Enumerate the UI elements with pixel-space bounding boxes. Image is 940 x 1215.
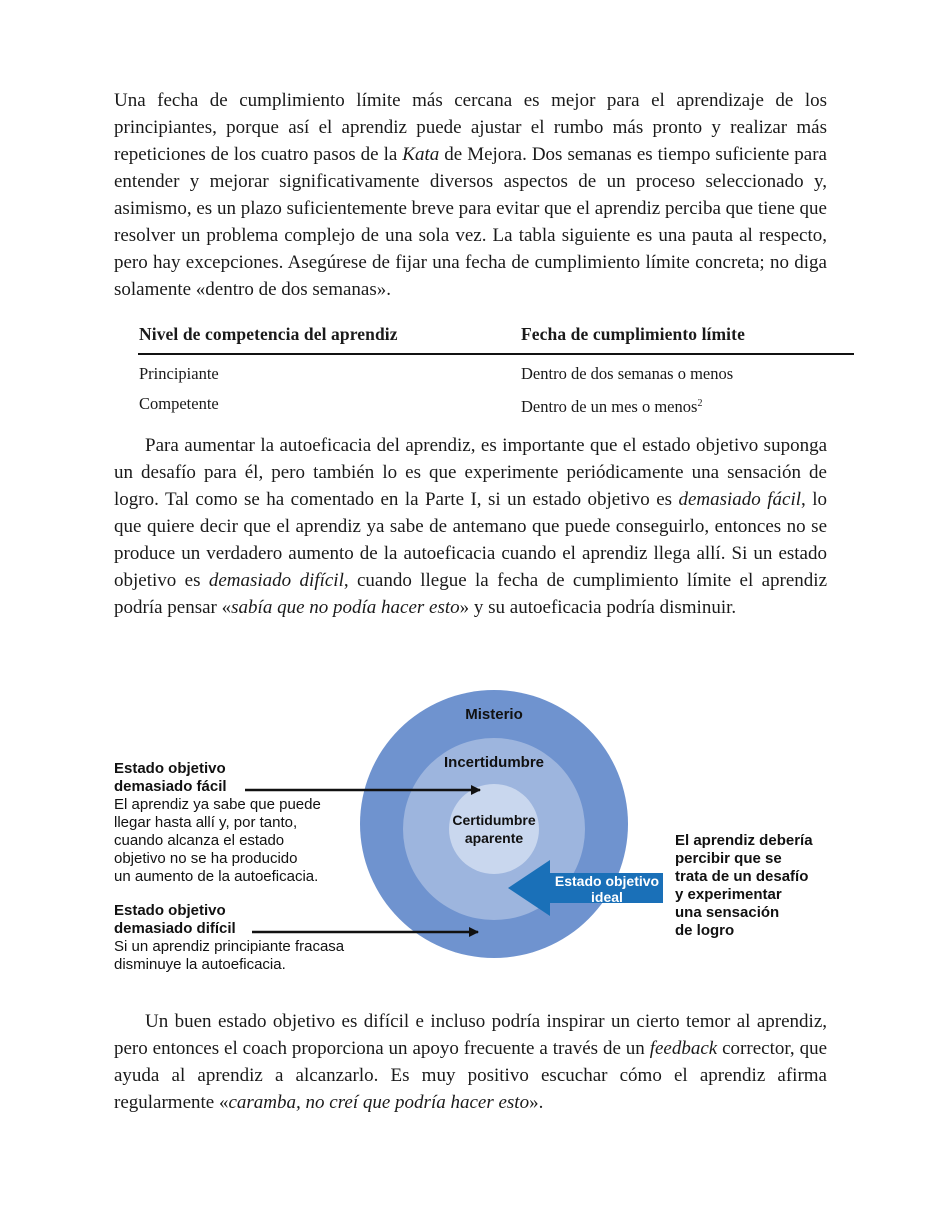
footnote-marker: 2 xyxy=(697,398,703,409)
text-run: Una fecha de cumplimiento límite más cercana es mejor para el aprendizaje de los principiantes, porque así el aprendiz puede ajustar el rumbo más pronto y realizar más repeticiones de los cuatro pasos de la xyxy=(114,90,827,165)
ideal-note-line: una sensación xyxy=(675,904,780,921)
text-run: , cuando llegue la fecha de cumplimiento límite el aprendiz podría pensar « xyxy=(114,570,827,618)
column-header-deadline: Fecha de cumplimiento límite xyxy=(521,324,745,344)
easy-body-line: llegar hasta allí y, por tanto, xyxy=(114,814,298,831)
text-run: , lo que quiere decir que el aprendiz ya sabe de antemano que puede conseguirlo, entonces no se produce un verdadero aumento de la autoeficacia cuando el aprendiz llega allí. Si un estado objetivo es xyxy=(114,489,827,591)
easy-title-line: Estado objetivo xyxy=(114,760,226,777)
ideal-note-line: de logro xyxy=(675,922,735,939)
table-header xyxy=(139,324,854,352)
hard-title-line: demasiado difícil xyxy=(114,920,236,937)
table-row xyxy=(139,393,733,423)
cell-level: Principiante xyxy=(139,364,219,383)
text-run-italic: demasiado difícil xyxy=(208,570,344,591)
ring-label-inner-line: Certidumbre xyxy=(452,812,536,828)
ring-label-inner-line: aparente xyxy=(464,830,524,846)
table-row xyxy=(139,363,733,393)
text-run: » y su autoeficacia podría disminuir. xyxy=(459,597,737,618)
text-run-italic: sabía que no podía hacer esto xyxy=(231,597,460,618)
text-run: Un buen estado objetivo es difícil e incluso podría inspirar un cierto temor al aprendiz, pero entonces el coach proporciona un apoyo frecuente a través de un xyxy=(114,1011,827,1059)
paragraph-good-target xyxy=(114,1008,827,1116)
cell-deadline xyxy=(521,393,702,423)
text-run: de Mejora. Dos semanas es tiempo suficiente para entender y mejorar significativamente diversos aspectos de un proceso seleccionado y, asimismo, es un plazo suficientemente breve para evitar que el aprendiz perciba que tiene que resolver un problema complejo de una sola vez. La tabla siguiente es una pauta al respecto, pero hay excepciones. Asegúrese de fijar una fecha de cumplimiento límite concreta; no diga solamente «dentro de dos semanas». xyxy=(114,144,827,300)
paragraph-deadline-intro xyxy=(114,87,827,303)
hard-title-line: Estado objetivo xyxy=(114,902,226,919)
ideal-note-line: El aprendiz debería xyxy=(675,832,813,849)
cell-deadline-text: Dentro de un mes o menos xyxy=(521,397,698,416)
hard-body-line: disminuye la autoeficacia. xyxy=(114,956,286,973)
deadline-table xyxy=(139,324,854,416)
text-run: Para aumentar la autoeficacia del aprendiz, es importante que el estado objetivo suponga un desafío para él, pero también lo es que experimente periódicamente una sensación de logro. Tal como se ha comentado en la Parte I, si un estado objetivo es xyxy=(114,435,827,510)
column-header-level: Nivel de competencia del aprendiz xyxy=(139,324,398,344)
text-run-italic: demasiado fácil xyxy=(678,489,802,510)
ideal-annotation xyxy=(675,832,813,940)
target-state-diagram xyxy=(0,690,940,990)
easy-body-line: un aumento de la autoeficacia. xyxy=(114,868,319,885)
easy-annotation xyxy=(114,760,321,886)
cell-deadline-text: Dentro de dos semanas o menos xyxy=(521,364,734,383)
table-rule xyxy=(138,353,854,355)
cell-level: Competente xyxy=(139,394,219,413)
easy-title xyxy=(114,760,321,778)
easy-body-line: cuando alcanza el estado xyxy=(114,832,285,849)
text-run-italic: Kata xyxy=(402,144,440,165)
easy-body-line: objetivo no se ha producido xyxy=(114,850,298,867)
ideal-arrow-label xyxy=(548,873,666,905)
cell-deadline xyxy=(521,363,733,393)
hard-title xyxy=(114,902,344,920)
paragraph-self-efficacy xyxy=(114,432,827,621)
easy-title-line: demasiado fácil xyxy=(114,778,227,795)
ideal-arrow-label-line: Estado objetivo xyxy=(554,873,660,889)
easy-body-line: El aprendiz ya sabe que puede xyxy=(114,796,321,813)
text-run-italic: caramba, no creí que podría hacer esto xyxy=(228,1092,530,1113)
ideal-note-line: y experimentar xyxy=(675,886,782,903)
ring-label-inner xyxy=(434,811,554,847)
table-body xyxy=(139,363,733,423)
ideal-arrow-label-line: ideal xyxy=(591,889,623,905)
hard-title xyxy=(114,920,344,938)
ring-label-middle: Incertidumbre xyxy=(443,754,545,771)
hard-body-line: Si un aprendiz principiante fracasa xyxy=(114,938,345,955)
ideal-note-line: percibir que se xyxy=(675,850,782,867)
text-run: ». xyxy=(529,1092,544,1113)
easy-title xyxy=(114,778,321,796)
ring-label-outer: Misterio xyxy=(465,706,523,723)
text-run-italic: feedback xyxy=(649,1038,718,1059)
text-run: corrector, que ayuda al aprendiz a alcanzarlo. Es muy positivo escuchar cómo el aprendiz afirma regularmente « xyxy=(114,1038,828,1113)
hard-annotation xyxy=(114,902,344,974)
ideal-note-line: trata de un desafío xyxy=(675,868,809,885)
